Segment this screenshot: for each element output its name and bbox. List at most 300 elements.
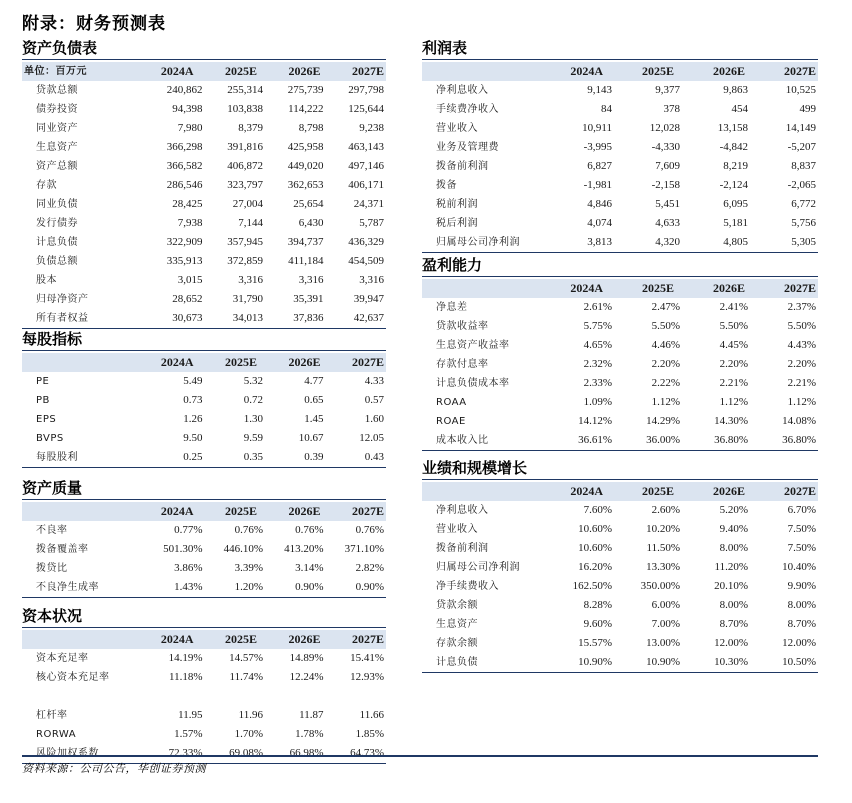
bottom-rule bbox=[22, 755, 818, 757]
row-value: 1.12% bbox=[787, 396, 816, 408]
row-value: 0.65 bbox=[304, 394, 324, 406]
table-row bbox=[422, 119, 818, 138]
row-value: 14.08% bbox=[782, 415, 816, 427]
header-year-cell: 2026E bbox=[288, 504, 321, 518]
row-label: 归属母公司净利润 bbox=[436, 562, 520, 573]
row-value: 42,637 bbox=[353, 312, 384, 324]
row-value: 0.76% bbox=[234, 524, 263, 536]
table-row bbox=[422, 596, 818, 615]
row-label: 存款付息率 bbox=[436, 359, 489, 370]
row-value: 0.57 bbox=[364, 394, 384, 406]
row-value: 413.20% bbox=[284, 543, 324, 555]
row-value: 11.66 bbox=[359, 709, 384, 721]
table-row bbox=[422, 214, 818, 233]
row-value: 4.77 bbox=[304, 375, 324, 387]
row-value: 10,525 bbox=[785, 84, 816, 96]
row-value: 37,836 bbox=[293, 312, 324, 324]
header-unit-cell bbox=[422, 482, 534, 501]
source-note: 资料来源：公司公告，华创证券预测 bbox=[22, 762, 206, 775]
row-value: 14.57% bbox=[229, 652, 263, 664]
row-label: 拨备前利润 bbox=[436, 543, 489, 554]
table-row bbox=[422, 138, 818, 157]
table-row bbox=[22, 100, 386, 119]
table-bottom-rule bbox=[422, 450, 818, 451]
table-row bbox=[22, 429, 386, 448]
row-value: 5.50% bbox=[787, 320, 816, 332]
row-value: 4,805 bbox=[723, 236, 748, 248]
header-year-cell: 2027E bbox=[351, 504, 384, 518]
row-value: 6,772 bbox=[791, 198, 816, 210]
row-value: 0.39 bbox=[304, 451, 324, 463]
row-label: 归母净资产 bbox=[36, 294, 89, 305]
header-year-cell: 2024A bbox=[160, 64, 194, 78]
row-label: ROAA bbox=[436, 397, 467, 408]
row-value: 378 bbox=[663, 103, 680, 115]
row-value: 4,320 bbox=[655, 236, 680, 248]
row-value: 4,846 bbox=[587, 198, 612, 210]
row-value: 84 bbox=[601, 103, 612, 115]
row-value: 3,015 bbox=[177, 274, 203, 286]
row-label: 业务及管理费 bbox=[436, 142, 499, 153]
growth-table bbox=[422, 482, 818, 673]
row-value: 12.24% bbox=[289, 671, 324, 683]
row-value: 1.12% bbox=[719, 396, 748, 408]
row-value: 7.60% bbox=[583, 504, 612, 516]
row-value: 5.49 bbox=[183, 375, 203, 387]
row-label: 计息负债成本率 bbox=[436, 378, 510, 389]
row-value: 3.14% bbox=[295, 562, 324, 574]
row-label: 同业资产 bbox=[36, 123, 78, 134]
row-label: 存款 bbox=[36, 180, 57, 191]
row-value: 1.26 bbox=[183, 413, 203, 425]
row-label: PB bbox=[36, 395, 50, 406]
row-value: -4,842 bbox=[719, 141, 748, 153]
row-label: RORWA bbox=[36, 729, 77, 740]
table-row bbox=[22, 176, 386, 195]
table-row bbox=[422, 393, 818, 412]
header-year-cell: 2024A bbox=[570, 64, 603, 78]
row-value: 10.30% bbox=[714, 656, 748, 668]
row-value: 9,238 bbox=[359, 122, 384, 134]
row-value: 0.76% bbox=[355, 524, 384, 536]
row-value: 5.32 bbox=[243, 375, 263, 387]
row-value: 446.10% bbox=[223, 543, 263, 555]
page-title: 附录：财务预测表 bbox=[22, 14, 166, 34]
row-value: 4.46% bbox=[651, 339, 680, 351]
header-unit-cell bbox=[22, 502, 132, 521]
row-value: 3.39% bbox=[234, 562, 263, 574]
row-value: 2.41% bbox=[719, 301, 748, 313]
row-label: 拨备 bbox=[436, 180, 457, 191]
header-year-cell: 2027E bbox=[783, 484, 816, 498]
row-value: 286,546 bbox=[166, 179, 203, 191]
row-value: 1.12% bbox=[651, 396, 680, 408]
row-value: 66.98% bbox=[289, 747, 324, 759]
row-value: 12.00% bbox=[714, 637, 748, 649]
row-value: 5.50% bbox=[719, 320, 748, 332]
row-value: 1.60 bbox=[364, 413, 384, 425]
table-row bbox=[422, 558, 818, 577]
row-value: 6,827 bbox=[587, 160, 612, 172]
table-row bbox=[422, 317, 818, 336]
table-row bbox=[22, 448, 386, 467]
row-value: 10.40% bbox=[782, 561, 816, 573]
row-value: 36.80% bbox=[714, 434, 748, 446]
row-label: 不良率 bbox=[36, 525, 68, 536]
row-value: 9.59 bbox=[243, 432, 263, 444]
header-year-cell: 2027E bbox=[351, 64, 384, 78]
row-label: PE bbox=[36, 376, 50, 387]
row-value: 436,329 bbox=[348, 236, 384, 248]
row-value: 357,945 bbox=[227, 236, 263, 248]
table-bottom-rule bbox=[22, 467, 386, 468]
row-value: 14,149 bbox=[785, 122, 816, 134]
row-value: 39,947 bbox=[353, 293, 384, 305]
table-row bbox=[422, 81, 818, 100]
row-value: 10.67 bbox=[298, 432, 324, 444]
table-row bbox=[22, 668, 386, 687]
header-year-cell: 2025E bbox=[641, 484, 674, 498]
row-value: 9.50 bbox=[183, 432, 203, 444]
row-value: 2.20% bbox=[719, 358, 748, 370]
row-value: 14.29% bbox=[646, 415, 680, 427]
header-year-cell: 2026E bbox=[712, 64, 745, 78]
row-label: 存款余额 bbox=[436, 638, 478, 649]
header-year-cell: 2027E bbox=[783, 64, 816, 78]
row-value: 2.37% bbox=[787, 301, 816, 313]
row-value: 13.00% bbox=[646, 637, 680, 649]
row-value: 14.30% bbox=[714, 415, 748, 427]
row-value: 114,222 bbox=[288, 103, 324, 115]
table-row bbox=[422, 355, 818, 374]
row-value: 11.20% bbox=[714, 561, 748, 573]
row-value: 0.25 bbox=[183, 451, 203, 463]
row-value: 366,582 bbox=[166, 160, 203, 172]
row-value: 1.09% bbox=[583, 396, 612, 408]
row-label: 营业收入 bbox=[436, 123, 478, 134]
row-value: 10.60% bbox=[578, 542, 612, 554]
row-value: 391,816 bbox=[227, 141, 263, 153]
row-value: 5,451 bbox=[655, 198, 680, 210]
row-value: 1.30 bbox=[243, 413, 263, 425]
row-value: 0.90% bbox=[295, 581, 324, 593]
row-value: 162.50% bbox=[572, 580, 612, 592]
row-value: 9.60% bbox=[583, 618, 612, 630]
row-value: 3,316 bbox=[238, 274, 263, 286]
table-header-row bbox=[22, 630, 386, 649]
row-value: 28,425 bbox=[172, 198, 203, 210]
row-value: 275,739 bbox=[287, 84, 324, 96]
header-year-cell: 2027E bbox=[783, 281, 816, 295]
row-value: 8.70% bbox=[787, 618, 816, 630]
table-header-row bbox=[422, 279, 818, 298]
row-label: 生息资产 bbox=[436, 619, 478, 630]
row-value: 11.18% bbox=[168, 671, 203, 683]
table-row bbox=[422, 412, 818, 431]
table-header-row bbox=[22, 62, 386, 81]
row-value: 6,430 bbox=[298, 217, 324, 229]
row-label: 所有者权益 bbox=[36, 313, 89, 324]
row-label: 成本收入比 bbox=[436, 435, 489, 446]
row-value: 14.12% bbox=[578, 415, 612, 427]
row-value: 20.10% bbox=[714, 580, 748, 592]
row-value: 10.90% bbox=[646, 656, 680, 668]
table-row bbox=[22, 372, 386, 391]
header-year-cell: 2027E bbox=[351, 355, 384, 369]
table-row bbox=[22, 214, 386, 233]
row-value: 0.43 bbox=[364, 451, 384, 463]
row-value: 69.08% bbox=[229, 747, 263, 759]
income-table bbox=[422, 62, 818, 253]
row-value: 15.57% bbox=[578, 637, 612, 649]
row-label: 生息资产 bbox=[36, 142, 78, 153]
row-value: 4,633 bbox=[655, 217, 680, 229]
row-value: 4.33 bbox=[364, 375, 384, 387]
header-year-cell: 2026E bbox=[288, 632, 321, 646]
row-value: 9.40% bbox=[719, 523, 748, 535]
header-unit-cell: 单位：百万元 bbox=[24, 66, 87, 77]
table-row bbox=[422, 100, 818, 119]
row-value: 4.65% bbox=[583, 339, 612, 351]
row-label: 净手续费收入 bbox=[436, 581, 499, 592]
row-value: 8.00% bbox=[719, 599, 748, 611]
row-value: 425,958 bbox=[287, 141, 324, 153]
row-value: 30,673 bbox=[172, 312, 203, 324]
table-row bbox=[422, 195, 818, 214]
row-value: 13.30% bbox=[646, 561, 680, 573]
table-header-row bbox=[22, 353, 386, 372]
table-row bbox=[22, 540, 386, 559]
row-label: 归属母公司净利润 bbox=[436, 237, 520, 248]
row-label: 同业负债 bbox=[36, 199, 78, 210]
row-value: 3,316 bbox=[359, 274, 384, 286]
table-row bbox=[422, 634, 818, 653]
table-row bbox=[22, 271, 386, 290]
row-value: 7,938 bbox=[177, 217, 203, 229]
table-row bbox=[22, 195, 386, 214]
row-value: 35,391 bbox=[293, 293, 324, 305]
header-year-cell: 2026E bbox=[712, 484, 745, 498]
row-value: 1.43% bbox=[174, 581, 203, 593]
row-label: EPS bbox=[36, 414, 57, 425]
row-label: 债券投资 bbox=[36, 104, 78, 115]
table-row bbox=[422, 233, 818, 252]
header-year-cell: 2025E bbox=[641, 64, 674, 78]
table-row bbox=[22, 157, 386, 176]
header-year-cell: 2026E bbox=[288, 64, 321, 78]
row-value: 10.60% bbox=[578, 523, 612, 535]
row-value: 3.86% bbox=[174, 562, 203, 574]
row-value: 8.00% bbox=[787, 599, 816, 611]
row-value: 7,144 bbox=[238, 217, 263, 229]
header-unit-cell bbox=[22, 353, 132, 372]
row-value: 463,143 bbox=[348, 141, 384, 153]
row-value: 5,756 bbox=[791, 217, 816, 229]
row-value: 7.00% bbox=[651, 618, 680, 630]
row-value: 5,181 bbox=[723, 217, 748, 229]
row-value: 240,862 bbox=[166, 84, 203, 96]
table-row bbox=[22, 233, 386, 252]
capital-table bbox=[22, 630, 386, 764]
row-value: 454,509 bbox=[348, 255, 384, 267]
row-value: 8,219 bbox=[723, 160, 748, 172]
row-value: 125,644 bbox=[348, 103, 384, 115]
row-label: 计息负债 bbox=[436, 657, 478, 668]
row-value: -5,207 bbox=[787, 141, 816, 153]
row-label: 税前利润 bbox=[436, 199, 478, 210]
table-row bbox=[422, 176, 818, 195]
row-value: 24,371 bbox=[353, 198, 384, 210]
asset-quality-table bbox=[22, 502, 386, 598]
asset-quality-title: 资产质量 bbox=[22, 474, 386, 500]
row-value: 8,798 bbox=[298, 122, 324, 134]
table-row bbox=[422, 577, 818, 596]
row-value: 406,872 bbox=[227, 160, 263, 172]
row-label: 净利息收入 bbox=[436, 505, 489, 516]
row-value: 12,028 bbox=[649, 122, 680, 134]
row-value: 2.21% bbox=[787, 377, 816, 389]
row-label: 股本 bbox=[36, 275, 57, 286]
table-header-row bbox=[422, 62, 818, 81]
row-value: -1,981 bbox=[583, 179, 612, 191]
row-value: 1.45 bbox=[304, 413, 324, 425]
row-label: 生息资产收益率 bbox=[436, 340, 510, 351]
table-row bbox=[422, 653, 818, 672]
table-row bbox=[22, 410, 386, 429]
row-value: 72.33% bbox=[168, 747, 203, 759]
row-value: 31,790 bbox=[232, 293, 263, 305]
row-value: 323,797 bbox=[227, 179, 263, 191]
row-value: 16.20% bbox=[578, 561, 612, 573]
row-value: 255,314 bbox=[227, 84, 263, 96]
header-unit-cell bbox=[422, 62, 534, 81]
row-value: 10,911 bbox=[582, 122, 612, 134]
row-value: 10.50% bbox=[782, 656, 816, 668]
row-value: 8,837 bbox=[791, 160, 816, 172]
capital-section bbox=[22, 602, 386, 764]
growth-section bbox=[422, 454, 818, 673]
row-value: 8.28% bbox=[583, 599, 612, 611]
row-value: -2,158 bbox=[651, 179, 680, 191]
row-value: 449,020 bbox=[287, 160, 324, 172]
income-title: 利润表 bbox=[422, 34, 818, 60]
table-row bbox=[422, 539, 818, 558]
table-row bbox=[422, 298, 818, 317]
row-value: 0.72 bbox=[243, 394, 263, 406]
row-value: 499 bbox=[799, 103, 816, 115]
row-value: 8.00% bbox=[719, 542, 748, 554]
row-label: 贷款余额 bbox=[436, 600, 478, 611]
row-value: 297,798 bbox=[348, 84, 384, 96]
row-label: 计息负债 bbox=[36, 237, 78, 248]
asset-quality-section bbox=[22, 474, 386, 598]
row-value: 36.00% bbox=[646, 434, 680, 446]
row-label: 拨备覆盖率 bbox=[36, 544, 89, 555]
row-value: 28,652 bbox=[172, 293, 203, 305]
table-row bbox=[22, 290, 386, 309]
row-value: 1.70% bbox=[234, 728, 263, 740]
row-value: 454 bbox=[731, 103, 748, 115]
row-label: 资产总额 bbox=[36, 161, 78, 172]
row-value: 36.80% bbox=[782, 434, 816, 446]
row-value: 7,980 bbox=[177, 122, 203, 134]
row-value: 497,146 bbox=[348, 160, 384, 172]
row-label: 负债总额 bbox=[36, 256, 78, 267]
row-value: 1.57% bbox=[174, 728, 203, 740]
row-value: 13,158 bbox=[717, 122, 748, 134]
row-value: 371.10% bbox=[344, 543, 384, 555]
header-unit-cell bbox=[422, 279, 534, 298]
row-value: 2.20% bbox=[787, 358, 816, 370]
row-value: -2,065 bbox=[787, 179, 816, 191]
row-value: 362,653 bbox=[287, 179, 324, 191]
row-value: 394,737 bbox=[287, 236, 324, 248]
row-value: 94,398 bbox=[172, 103, 203, 115]
row-label: 核心资本充足率 bbox=[36, 672, 110, 683]
table-row bbox=[22, 119, 386, 138]
per-share-title: 每股指标 bbox=[22, 325, 386, 351]
table-row bbox=[22, 559, 386, 578]
header-year-cell: 2026E bbox=[288, 355, 321, 369]
row-value: 2.33% bbox=[583, 377, 612, 389]
row-label: 营业收入 bbox=[436, 524, 478, 535]
table-row bbox=[422, 520, 818, 539]
table-row bbox=[22, 706, 386, 725]
row-label: 贷款收益率 bbox=[436, 321, 489, 332]
row-value: 6,095 bbox=[723, 198, 748, 210]
table-row bbox=[22, 649, 386, 668]
table-row bbox=[22, 252, 386, 271]
header-year-cell: 2024A bbox=[160, 504, 194, 518]
table-row bbox=[422, 336, 818, 355]
row-value: 11.87 bbox=[299, 709, 324, 721]
row-value: 4,074 bbox=[587, 217, 612, 229]
balance-sheet-title: 资产负债表 bbox=[22, 34, 386, 60]
row-value: 11.50% bbox=[646, 542, 680, 554]
table-row bbox=[22, 578, 386, 597]
income-section bbox=[422, 34, 818, 253]
header-year-cell: 2024A bbox=[160, 355, 194, 369]
row-value: 6.00% bbox=[651, 599, 680, 611]
row-value: 25,654 bbox=[293, 198, 324, 210]
table-header-row bbox=[422, 482, 818, 501]
row-value: 5.50% bbox=[651, 320, 680, 332]
row-value: 4.43% bbox=[787, 339, 816, 351]
row-value: 64.73% bbox=[350, 747, 384, 759]
table-header-row bbox=[22, 502, 386, 521]
row-value: 7.50% bbox=[787, 542, 816, 554]
row-value: 10.90% bbox=[578, 656, 612, 668]
table-row bbox=[22, 81, 386, 100]
row-value: 11.74% bbox=[229, 671, 263, 683]
header-year-cell: 2025E bbox=[641, 281, 674, 295]
row-value: 3,813 bbox=[587, 236, 612, 248]
profitability-section bbox=[422, 251, 818, 451]
row-label: 每股股利 bbox=[36, 452, 78, 463]
table-bottom-rule bbox=[422, 672, 818, 673]
row-value: 7,609 bbox=[655, 160, 680, 172]
table-row bbox=[22, 391, 386, 410]
row-value: 15.41% bbox=[350, 652, 384, 664]
row-value: 12.05 bbox=[359, 432, 384, 444]
row-value: 0.73 bbox=[183, 394, 203, 406]
balance-sheet-table bbox=[22, 62, 386, 329]
table-row bbox=[422, 374, 818, 393]
header-year-cell: 2024A bbox=[160, 632, 194, 646]
row-value: 12.00% bbox=[782, 637, 816, 649]
row-label: 资本充足率 bbox=[36, 653, 89, 664]
row-value: 27,004 bbox=[232, 198, 263, 210]
